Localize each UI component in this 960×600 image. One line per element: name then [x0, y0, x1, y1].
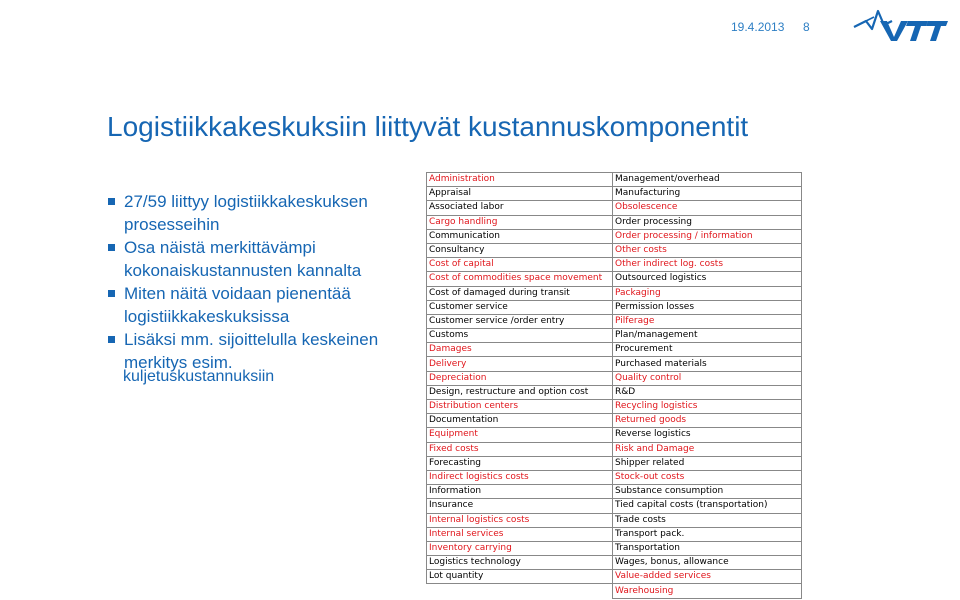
- table-row: [427, 584, 802, 598]
- table-row: [427, 329, 802, 343]
- table-cell: Recycling logistics: [613, 400, 802, 414]
- table-row: [427, 371, 802, 385]
- table-cell: Outsourced logistics: [613, 272, 802, 286]
- table-row: [427, 485, 802, 499]
- table-row: [427, 513, 802, 527]
- table-cell: Transport pack.: [613, 527, 802, 541]
- table-cell: Other indirect log. costs: [613, 258, 802, 272]
- table-cell: Wages, bonus, allowance: [613, 556, 802, 570]
- table-row: [427, 541, 802, 555]
- table-cell: Cost of damaged during transit: [427, 286, 613, 300]
- table-cell: Manufacturing: [613, 187, 802, 201]
- bullet-square-icon: [108, 290, 115, 297]
- table-cell: Documentation: [427, 414, 613, 428]
- table-cell: Consultancy: [427, 243, 613, 257]
- cost-components-table: [426, 172, 802, 599]
- table-cell: Obsolescence: [613, 201, 802, 215]
- table-row: [427, 570, 802, 584]
- table-cell: Internal logistics costs: [427, 513, 613, 527]
- table-cell: Tied capital costs (transportation): [613, 499, 802, 513]
- sub-bullet-text: kuljetuskustannuksiin: [123, 368, 275, 385]
- table-cell: Customer service: [427, 300, 613, 314]
- table-row: [427, 456, 802, 470]
- table-cell: Logistics technology: [427, 556, 613, 570]
- table-cell: Administration: [427, 173, 613, 187]
- bullet-item: [108, 282, 408, 328]
- table-row: [427, 343, 802, 357]
- table-cell: Associated labor: [427, 201, 613, 215]
- table-cell: Purchased materials: [613, 357, 802, 371]
- table-cell: Permission losses: [613, 300, 802, 314]
- table-cell: R&D: [613, 385, 802, 399]
- table-cell: Management/overhead: [613, 173, 802, 187]
- table-row: [427, 357, 802, 371]
- table-cell: Packaging: [613, 286, 802, 300]
- table-row: [427, 243, 802, 257]
- table-row: [427, 173, 802, 187]
- table-cell: Cost of commodities space movement: [427, 272, 613, 286]
- table-row: [427, 428, 802, 442]
- table-row: [427, 385, 802, 399]
- table-cell: Cargo handling: [427, 215, 613, 229]
- bullet-square-icon: [108, 198, 115, 205]
- vtt-logo: [852, 7, 948, 43]
- table-cell: Communication: [427, 229, 613, 243]
- table-cell: Equipment: [427, 428, 613, 442]
- table-row: [427, 442, 802, 456]
- table-row: [427, 414, 802, 428]
- table-cell: Risk and Damage: [613, 442, 802, 456]
- table-cell: Lot quantity: [427, 570, 613, 584]
- bullet-text: Miten näitä voidaan pienentää logistiikkakeskuksissa: [124, 284, 351, 326]
- table-cell: Delivery: [427, 357, 613, 371]
- table-row: [427, 187, 802, 201]
- table-cell: Quality control: [613, 371, 802, 385]
- table-cell: Customer service /order entry: [427, 314, 613, 328]
- table-cell: Depreciation: [427, 371, 613, 385]
- table-cell: Shipper related: [613, 456, 802, 470]
- table-cell: Value-added services: [613, 570, 802, 584]
- table-cell: Damages: [427, 343, 613, 357]
- table-cell: Procurement: [613, 343, 802, 357]
- bullet-square-icon: [108, 244, 115, 251]
- table-cell: Customs: [427, 329, 613, 343]
- table-row: [427, 201, 802, 215]
- bullet-text: Lisäksi mm. sijoittelulla keskeinen merkitys esim.: [124, 330, 379, 372]
- table-cell: Inventory carrying: [427, 541, 613, 555]
- table-cell: Appraisal: [427, 187, 613, 201]
- bullet-text: 27/59 liittyy logistiikkakeskuksen prosesseihin: [124, 192, 368, 234]
- bullet-square-icon: [108, 336, 115, 343]
- table-row: [427, 400, 802, 414]
- table-cell: Internal services: [427, 527, 613, 541]
- table-cell-empty: [427, 584, 613, 598]
- table-row: [427, 499, 802, 513]
- table-cell: Substance consumption: [613, 485, 802, 499]
- table-cell: Information: [427, 485, 613, 499]
- page-number: 8: [803, 20, 810, 34]
- table-row: [427, 556, 802, 570]
- slide-date: 19.4.2013: [731, 20, 785, 34]
- table-cell: Cost of capital: [427, 258, 613, 272]
- table-cell: Reverse logistics: [613, 428, 802, 442]
- bullet-text: Osa näistä merkittävämpi kokonaiskustannusten kannalta: [124, 238, 362, 280]
- table-cell: Indirect logistics costs: [427, 470, 613, 484]
- table-row: [427, 272, 802, 286]
- table-cell: Design, restructure and option cost: [427, 385, 613, 399]
- table-row: [427, 215, 802, 229]
- table-cell: Order processing / information: [613, 229, 802, 243]
- bullet-item: [108, 236, 408, 282]
- table-row: [427, 286, 802, 300]
- table-row: [427, 300, 802, 314]
- slide-title: Logistiikkakeskuksiin liittyvät kustannuskomponentit: [107, 111, 749, 142]
- table-cell: Stock-out costs: [613, 470, 802, 484]
- table-cell: Forecasting: [427, 456, 613, 470]
- table-row: [427, 314, 802, 328]
- table-row: [427, 229, 802, 243]
- table-cell: Trade costs: [613, 513, 802, 527]
- table-row: [427, 527, 802, 541]
- table-cell: Fixed costs: [427, 442, 613, 456]
- bullet-item: [108, 190, 408, 236]
- table-cell: Insurance: [427, 499, 613, 513]
- table-cell: Distribution centers: [427, 400, 613, 414]
- table-cell: Plan/management: [613, 329, 802, 343]
- table-cell: Order processing: [613, 215, 802, 229]
- table-row: [427, 258, 802, 272]
- table-cell: Warehousing: [613, 584, 802, 598]
- table-cell: Other costs: [613, 243, 802, 257]
- bullet-list: [108, 190, 408, 374]
- table-row: [427, 470, 802, 484]
- table-cell: Pilferage: [613, 314, 802, 328]
- table-cell: Transportation: [613, 541, 802, 555]
- table-cell: Returned goods: [613, 414, 802, 428]
